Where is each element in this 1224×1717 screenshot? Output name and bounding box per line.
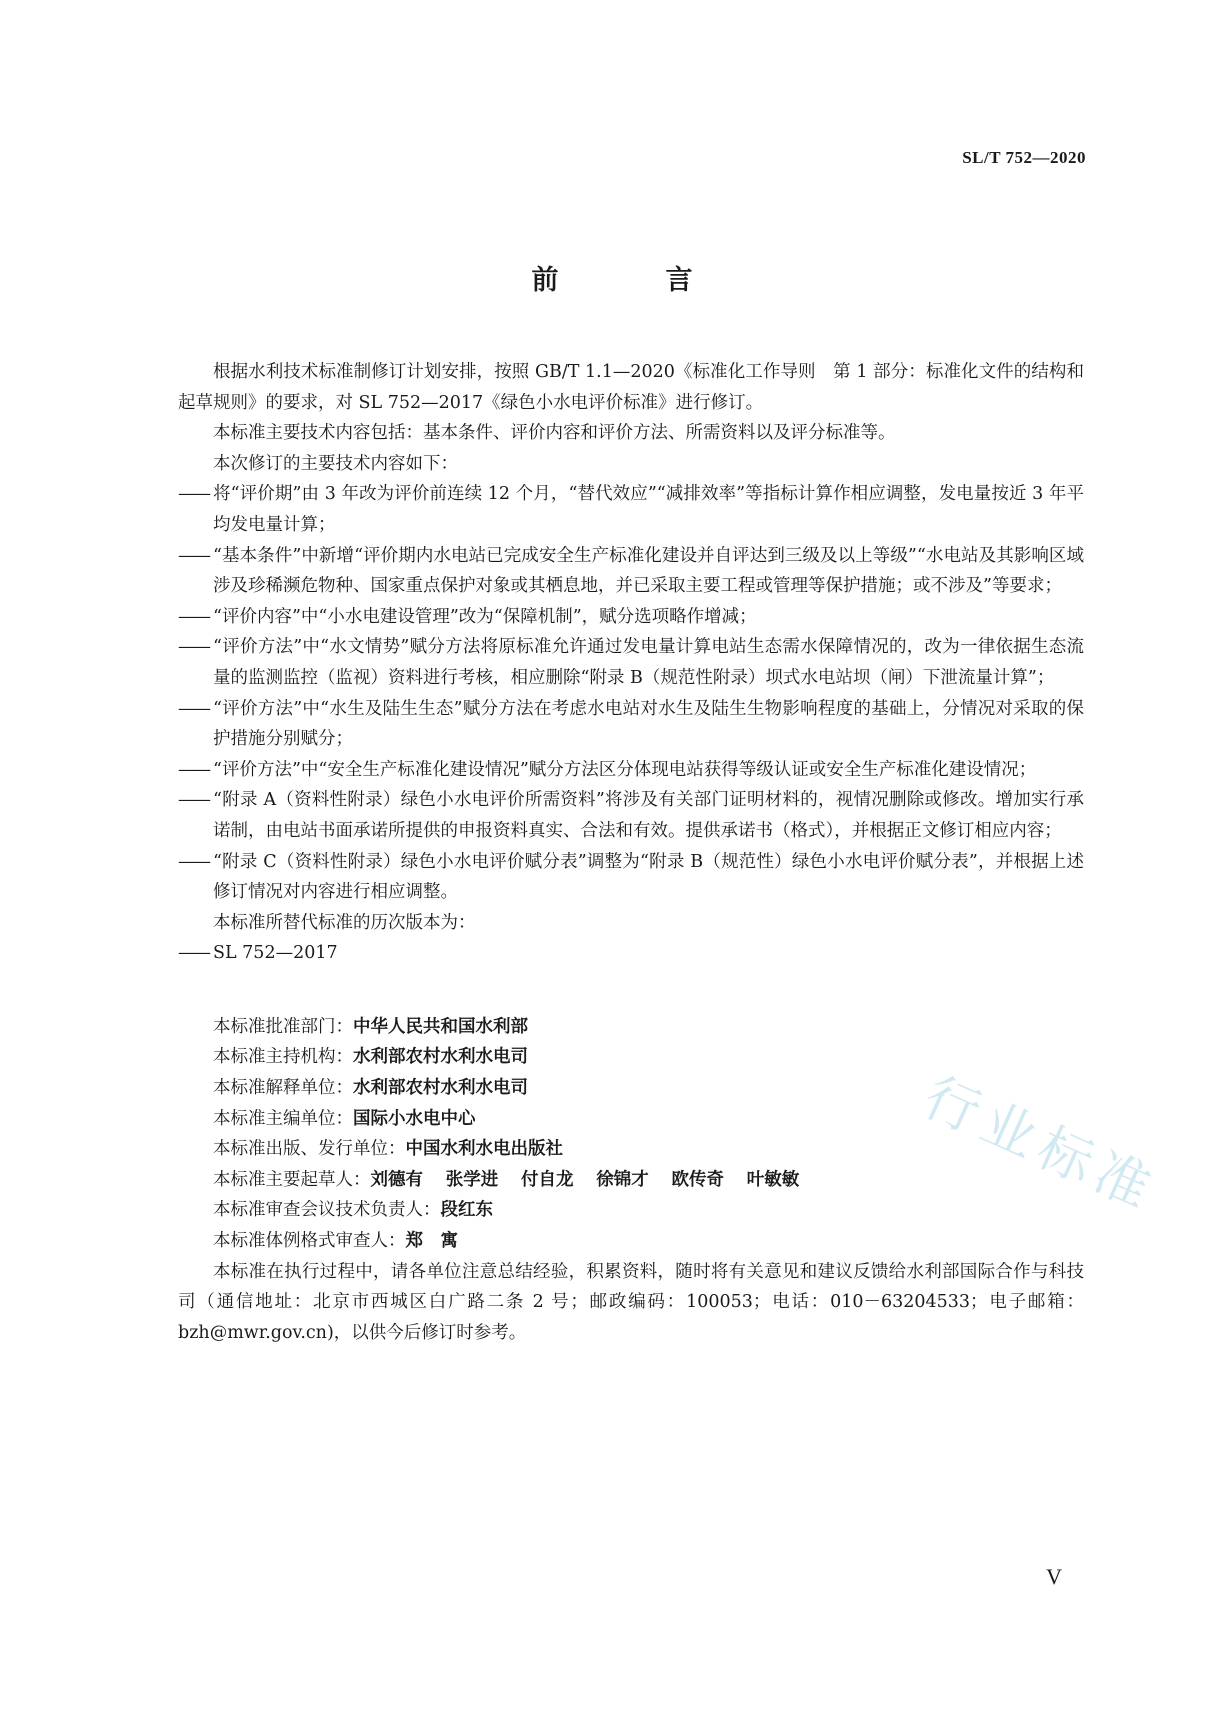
revision-item [178, 785, 1084, 846]
revision-text: 将“评价期”由 3 年改为评价前连续 12 个月，“替代效应”“减排效率”等指标计算作相应调整，发电量按近 3 年平均发电量计算； [213, 484, 1084, 535]
intro-paragraph: 根据水利技术标准制修订计划安排，按照 GB/T 1.1—2020《标准化工作导则 第 1 部分：标准化文件的结构和起草规则》的要求，对 SL 752—2017《绿色小水电评价标准》进行修订。 [178, 362, 1084, 413]
dash-marker: —— [178, 790, 209, 811]
page-number: V [1046, 1564, 1062, 1589]
meta-value: 中华人民共和国水利部 [353, 1016, 528, 1037]
meta-label: 本标准主持机构： [213, 1047, 353, 1068]
revision-item [178, 632, 1084, 693]
meta-format [178, 1226, 1084, 1257]
dash-marker: —— [178, 606, 209, 627]
meta-value: 段红东 [440, 1200, 493, 1221]
drafter-name: 张学进 [445, 1169, 499, 1190]
meta-value: 国际小水电中心 [353, 1108, 476, 1129]
meta-label: 本标准体例格式审查人： [213, 1231, 406, 1252]
revision-text: “评价方法”中“水文情势”赋分方法将原标准允许通过发电量计算电站生态需水保障情况的，改为一律依据生态流量的监测监控（监视）资料进行考核，相应删除“附录 B（规范性附录）坝式水电站坝（闸）下泄流量计算”； [213, 637, 1084, 688]
history-item [178, 938, 1084, 969]
drafter-name: 叶敏敏 [746, 1169, 800, 1190]
revision-item [178, 479, 1084, 540]
drafter-name: 刘德有 [370, 1169, 423, 1190]
dash-marker: —— [178, 698, 209, 719]
meta-label: 本标准出版、发行单位： [213, 1139, 406, 1160]
standard-code: SL/T 752—2020 [962, 148, 1086, 167]
meta-review [178, 1195, 1084, 1226]
document-body [178, 357, 1084, 1348]
revision-text: “基本条件”中新增“评价期内水电站已完成安全生产标准化建设并自评达到三级及以上等级”“水电站及其影响区域涉及珍稀濒危物种、国家重点保护对象或其栖息地，并已采取主要工程或管理等保护措施；或不涉及”等要求； [213, 545, 1084, 597]
meta-approver [178, 1012, 1084, 1043]
dash-marker: —— [178, 943, 209, 964]
revision-item [178, 847, 1084, 908]
revision-text: “附录 A（资料性附录）绿色小水电评价所需资料”将涉及有关部门证明材料的，视情况删除或修改。增加实行承诺制，由电站书面承诺所提供的申报资料真实、合法和有效。提供承诺书（格式），并根据正文修订相应内容； [213, 790, 1084, 841]
history-intro: 本标准所替代标准的历次版本为： [213, 912, 476, 933]
drafter-name: 徐锦才 [596, 1169, 649, 1190]
drafter-name: 欧传奇 [671, 1169, 724, 1190]
meta-label: 本标准批准部门： [213, 1016, 353, 1037]
intro-paragraph: 本次修订的主要技术内容如下： [213, 453, 458, 474]
revision-text: “评价方法”中“水生及陆生生态”赋分方法在考虑水电站对水生及陆生生物影响程度的基础上，分情况对采取的保护措施分别赋分； [213, 698, 1084, 750]
dash-marker: —— [178, 545, 209, 566]
meta-value: 水利部农村水利水电司 [353, 1047, 528, 1068]
meta-value: 水利部农村水利水电司 [353, 1078, 528, 1099]
history-text: SL 752—2017 [213, 943, 338, 964]
dash-marker: —— [178, 637, 209, 658]
dash-marker: —— [178, 851, 209, 872]
revision-text: “评价方法”中“安全生产标准化建设情况”赋分方法区分体现电站获得等级认证或安全生产标准化建设情况； [213, 759, 1037, 780]
revision-item [178, 694, 1084, 755]
intro-paragraph: 本标准主要技术内容包括：基本条件、评价内容和评价方法、所需资料以及评分标准等。 [213, 423, 896, 444]
revision-text: “评价内容”中“小水电建设管理”改为“保障机制”，赋分选项略作增减； [213, 606, 757, 627]
meta-value: 郑 寓 [405, 1231, 458, 1252]
drafter-name: 付自龙 [521, 1169, 574, 1190]
dash-marker: —— [178, 759, 209, 780]
meta-drafters [178, 1165, 1084, 1196]
closing-paragraph: 本标准在执行过程中，请各单位注意总结经验，积累资料，随时将有关意见和建议反馈给水利部国际合作与科技司（通信地址：北京市西城区白广路二条 2 号；邮政编码：100053；电话：010－63204533；电子邮箱：bzh@mwr.gov.cn)，以供今后修订时参考。 [178, 1261, 1084, 1343]
meta-label: 本标准审查会议技术负责人： [213, 1200, 441, 1221]
page-title: 前 言 [531, 265, 733, 296]
dash-marker: —— [178, 484, 209, 505]
watermark: 行业标准 [914, 1065, 1168, 1224]
revision-item [178, 602, 1084, 633]
revision-item [178, 755, 1084, 786]
meta-value: 中国水利水电出版社 [405, 1139, 563, 1160]
spacer [178, 969, 1084, 1012]
meta-label: 本标准主编单位： [213, 1108, 353, 1129]
revision-item [178, 541, 1084, 602]
revision-text: “附录 C（资料性附录）绿色小水电评价赋分表”调整为“附录 B（规范性）绿色小水电评价赋分表”，并根据上述修订情况对内容进行相应调整。 [213, 851, 1084, 903]
meta-label: 本标准主要起草人： [213, 1169, 371, 1190]
meta-label: 本标准解释单位： [213, 1078, 353, 1099]
